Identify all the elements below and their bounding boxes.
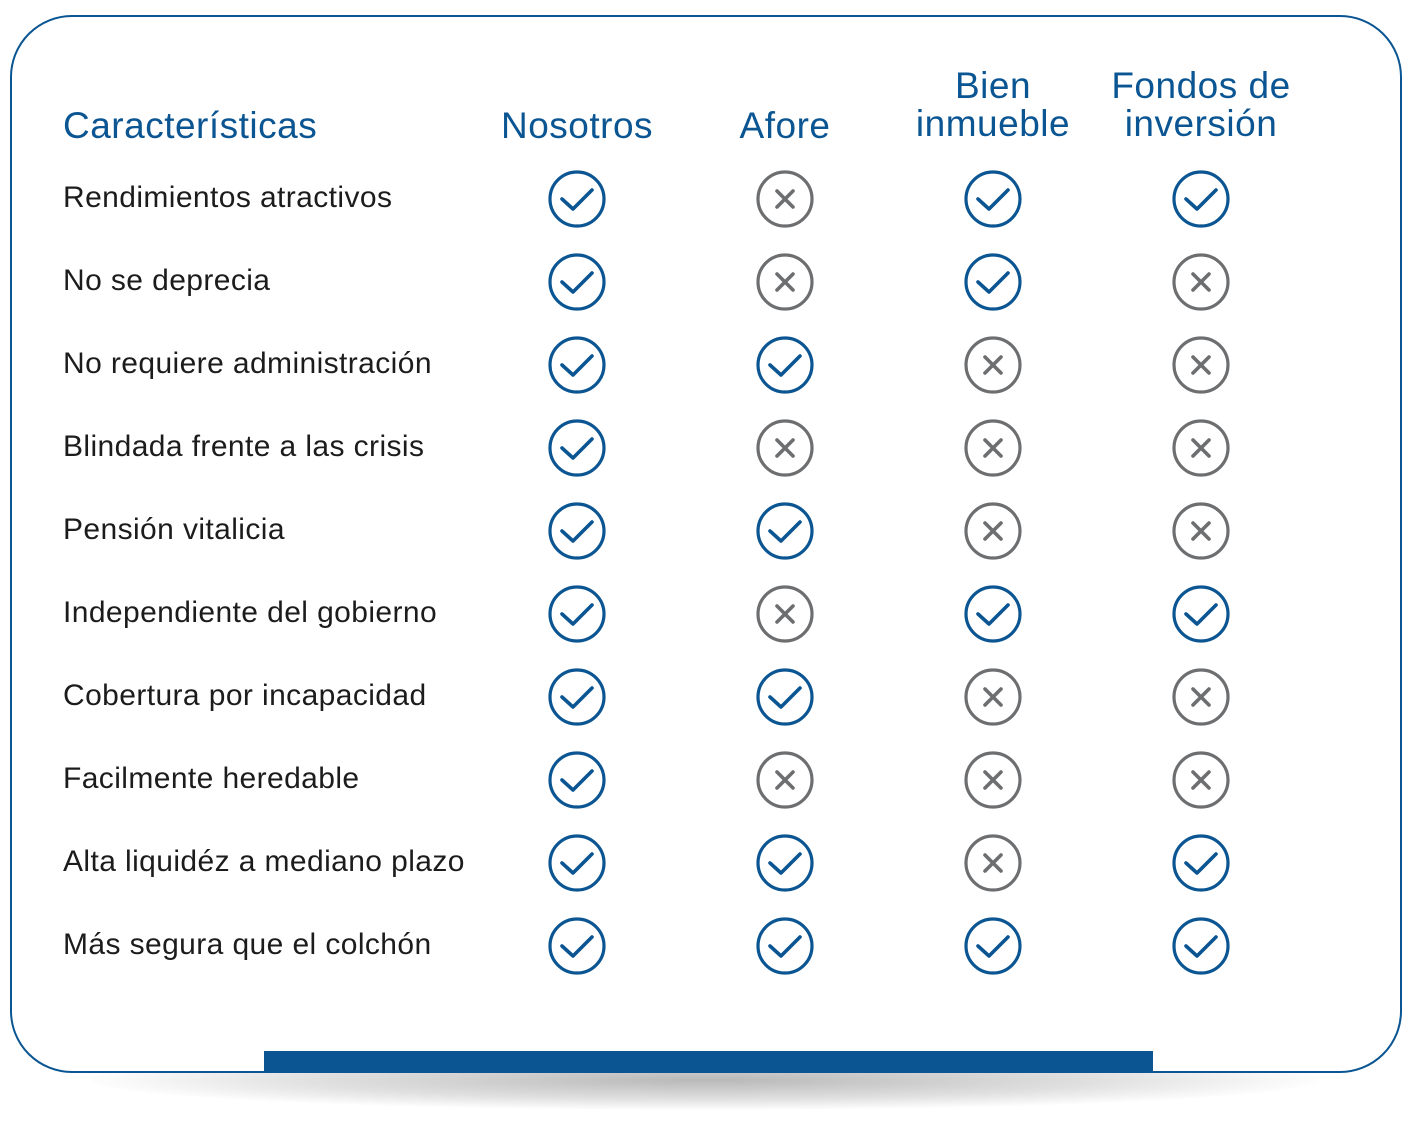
x-circle-icon (755, 418, 815, 478)
x-circle-icon (755, 584, 815, 644)
table-row (12, 255, 1400, 338)
check-circle-icon (755, 501, 815, 561)
check-circle-icon (547, 169, 607, 229)
x-circle-icon (755, 252, 815, 312)
x-circle-icon (963, 501, 1023, 561)
x-circle-icon (963, 667, 1023, 727)
check-circle-icon (963, 584, 1023, 644)
table-row (12, 753, 1400, 836)
table-row (12, 836, 1400, 919)
table-row (12, 919, 1400, 1002)
comparison-card (10, 15, 1402, 1073)
x-circle-icon (755, 750, 815, 810)
feature-label: Rendimientos atractivos (63, 181, 393, 214)
check-circle-icon (1171, 916, 1231, 976)
check-circle-icon (755, 916, 815, 976)
table-row (12, 670, 1400, 753)
x-circle-icon (1171, 418, 1231, 478)
feature-label: Cobertura por incapacidad (63, 679, 427, 712)
feature-label: Independiente del gobierno (63, 596, 438, 629)
x-circle-icon (755, 169, 815, 229)
check-circle-icon (547, 418, 607, 478)
check-circle-icon (755, 667, 815, 727)
x-circle-icon (963, 750, 1023, 810)
feature-label: Alta liquidéz a mediano plazo (63, 845, 465, 878)
x-circle-icon (963, 418, 1023, 478)
x-circle-icon (1171, 667, 1231, 727)
check-circle-icon (547, 833, 607, 893)
features-column-header: Características (63, 105, 318, 146)
feature-label: Más segura que el colchón (63, 928, 432, 961)
table-row (12, 587, 1400, 670)
check-circle-icon (547, 750, 607, 810)
table-row (12, 504, 1400, 587)
check-circle-icon (963, 916, 1023, 976)
check-circle-icon (755, 335, 815, 395)
x-circle-icon (963, 335, 1023, 395)
check-circle-icon (1171, 169, 1231, 229)
bottom-accent-bar (264, 1051, 1153, 1071)
table-row (12, 338, 1400, 421)
check-circle-icon (547, 501, 607, 561)
check-circle-icon (547, 916, 607, 976)
x-circle-icon (963, 833, 1023, 893)
table-row (12, 421, 1400, 504)
table-row (12, 172, 1400, 255)
column-header-fondos: Fondos de inversión (1111, 65, 1291, 144)
feature-label: Blindada frente a las crisis (63, 430, 425, 463)
feature-label: No se deprecia (63, 264, 271, 297)
check-circle-icon (1171, 833, 1231, 893)
feature-label: No requiere administración (63, 347, 432, 380)
column-header-afore: Afore (739, 105, 831, 146)
table-header (12, 17, 1400, 177)
check-circle-icon (547, 252, 607, 312)
x-circle-icon (1171, 335, 1231, 395)
column-header-nosotros: Nosotros (500, 105, 654, 146)
feature-label: Facilmente heredable (63, 762, 360, 795)
check-circle-icon (547, 335, 607, 395)
column-header-bien-inmueble: Bien inmueble (915, 65, 1071, 144)
x-circle-icon (1171, 252, 1231, 312)
x-circle-icon (1171, 501, 1231, 561)
check-circle-icon (963, 169, 1023, 229)
check-circle-icon (547, 584, 607, 644)
x-circle-icon (1171, 750, 1231, 810)
check-circle-icon (963, 252, 1023, 312)
check-circle-icon (755, 833, 815, 893)
check-circle-icon (1171, 584, 1231, 644)
check-circle-icon (547, 667, 607, 727)
feature-label: Pensión vitalicia (63, 513, 285, 546)
